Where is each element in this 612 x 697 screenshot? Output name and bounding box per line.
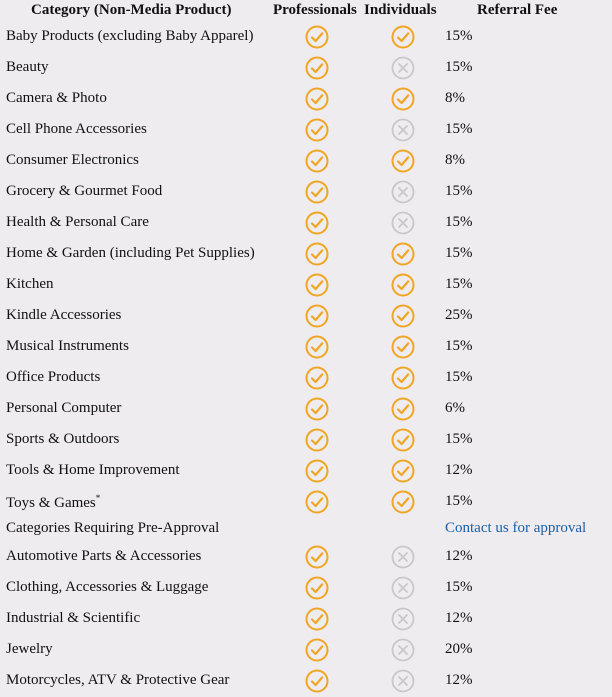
pre-approval-heading: Categories Requiring Pre-Approval — [6, 520, 220, 536]
check-circle-icon — [305, 242, 329, 266]
check-circle-icon — [305, 304, 329, 328]
x-circle-icon — [391, 56, 415, 80]
category-label: Automotive Parts & Accessories — [6, 548, 202, 564]
referral-fee: 15% — [445, 431, 473, 447]
category-name — [6, 152, 139, 169]
check-circle-icon — [305, 366, 329, 390]
header-professionals: Professionals — [273, 2, 357, 18]
check-circle-icon — [305, 118, 329, 142]
check-circle-icon — [305, 576, 329, 600]
table-header — [0, 0, 612, 22]
category-label: Personal Computer — [6, 400, 122, 416]
table-row — [0, 208, 612, 239]
category-label: Kindle Accessories — [6, 307, 122, 323]
check-circle-icon — [391, 304, 415, 328]
category-name — [6, 90, 107, 107]
check-circle-icon — [305, 459, 329, 483]
check-circle-icon — [305, 490, 329, 514]
header-individuals: Individuals — [364, 2, 437, 18]
check-circle-icon — [305, 25, 329, 49]
table-row — [0, 332, 612, 363]
check-circle-icon — [305, 669, 329, 693]
referral-fee: 15% — [445, 579, 473, 595]
table-row — [0, 394, 612, 425]
table-row — [0, 53, 612, 84]
category-label: Clothing, Accessories & Luggage — [6, 579, 209, 595]
referral-fee: 15% — [445, 59, 473, 75]
referral-fee: 12% — [445, 548, 473, 564]
referral-fee: 15% — [445, 493, 473, 509]
table-row — [0, 604, 612, 635]
referral-fee: 15% — [445, 183, 473, 199]
table-row — [0, 115, 612, 146]
referral-fee: 6% — [445, 400, 465, 416]
category-label: Grocery & Gourmet Food — [6, 183, 163, 199]
check-circle-icon — [305, 545, 329, 569]
table-row — [0, 270, 612, 301]
table-row — [0, 301, 612, 332]
category-name — [6, 400, 121, 417]
referral-fee: 12% — [445, 462, 473, 478]
x-circle-icon — [391, 638, 415, 662]
check-circle-icon — [391, 87, 415, 111]
referral-fee: 15% — [445, 369, 473, 385]
category-label: Tools & Home Improvement — [6, 462, 180, 478]
category-name — [6, 307, 121, 324]
table-row — [0, 456, 612, 487]
check-circle-icon — [305, 87, 329, 111]
category-name — [6, 462, 180, 479]
referral-fee: 15% — [445, 276, 473, 292]
referral-fee: 15% — [445, 121, 473, 137]
check-circle-icon — [305, 428, 329, 452]
category-label: Musical Instruments — [6, 338, 129, 354]
pre-approval-section-header — [0, 518, 612, 542]
contact-approval-link[interactable]: Contact us for approval — [445, 520, 587, 536]
referral-fee: 15% — [445, 214, 473, 230]
header-referral-fee: Referral Fee — [477, 2, 558, 18]
referral-fee: 12% — [445, 610, 473, 626]
referral-fee: 15% — [445, 28, 473, 44]
check-circle-icon — [391, 459, 415, 483]
category-name — [6, 183, 162, 200]
x-circle-icon — [391, 180, 415, 204]
table-row — [0, 363, 612, 394]
category-name — [6, 641, 53, 658]
referral-fee: 8% — [445, 152, 465, 168]
check-circle-icon — [391, 242, 415, 266]
check-circle-icon — [391, 335, 415, 359]
table-row — [0, 542, 612, 573]
referral-fee: 15% — [445, 338, 473, 354]
category-name — [6, 548, 201, 565]
table-row — [0, 573, 612, 604]
x-circle-icon — [391, 669, 415, 693]
check-circle-icon — [305, 273, 329, 297]
check-circle-icon — [391, 149, 415, 173]
check-circle-icon — [391, 428, 415, 452]
x-circle-icon — [391, 607, 415, 631]
category-label: Industrial & Scientific — [6, 610, 141, 626]
category-name — [6, 493, 100, 512]
check-circle-icon — [305, 56, 329, 80]
table-row — [0, 146, 612, 177]
check-circle-icon — [391, 366, 415, 390]
category-label: Kitchen — [6, 276, 54, 292]
category-name — [6, 610, 140, 627]
category-label: Jewelry — [6, 641, 53, 657]
check-circle-icon — [305, 149, 329, 173]
check-circle-icon — [391, 273, 415, 297]
category-label: Consumer Electronics — [6, 152, 139, 168]
category-label: Camera & Photo — [6, 90, 107, 106]
table-row — [0, 177, 612, 208]
category-label: Office Products — [6, 369, 101, 385]
category-label: Baby Products (excluding Baby Apparel) — [6, 28, 254, 44]
table-row — [0, 425, 612, 456]
x-circle-icon — [391, 118, 415, 142]
table-row — [0, 22, 612, 53]
category-name — [6, 579, 208, 596]
check-circle-icon — [305, 638, 329, 662]
check-circle-icon — [391, 490, 415, 514]
category-label: Toys & Games — [6, 495, 96, 511]
x-circle-icon — [391, 211, 415, 235]
category-table — [0, 22, 612, 697]
category-label: Beauty — [6, 59, 49, 75]
check-circle-icon — [391, 397, 415, 421]
category-label: Sports & Outdoors — [6, 431, 120, 447]
category-name — [6, 672, 229, 689]
x-circle-icon — [391, 545, 415, 569]
category-label: Cell Phone Accessories — [6, 121, 147, 137]
category-label: Motorcycles, ATV & Protective Gear — [6, 672, 230, 688]
x-circle-icon — [391, 576, 415, 600]
footnote-marker: * — [95, 493, 101, 503]
category-name — [6, 276, 53, 293]
check-circle-icon — [305, 397, 329, 421]
header-category: Category (Non-Media Product) — [31, 2, 232, 18]
table-row — [0, 635, 612, 666]
category-name — [6, 28, 253, 45]
table-row — [0, 239, 612, 270]
check-circle-icon — [305, 607, 329, 631]
category-name — [6, 338, 129, 355]
referral-fee: 8% — [445, 90, 465, 106]
category-label: Health & Personal Care — [6, 214, 149, 230]
category-label: Home & Garden (including Pet Supplies) — [6, 245, 255, 261]
table-row — [0, 666, 612, 697]
table-row — [0, 84, 612, 115]
category-name — [6, 431, 119, 448]
category-name — [6, 121, 147, 138]
table-row — [0, 487, 612, 518]
category-name — [6, 369, 100, 386]
referral-fee: 15% — [445, 245, 473, 261]
check-circle-icon — [305, 180, 329, 204]
referral-fee: 20% — [445, 641, 473, 657]
check-circle-icon — [305, 335, 329, 359]
category-name — [6, 59, 49, 76]
referral-fee: 25% — [445, 307, 473, 323]
check-circle-icon — [305, 211, 329, 235]
category-name — [6, 245, 255, 262]
check-circle-icon — [391, 25, 415, 49]
category-name — [6, 214, 149, 231]
referral-fee: 12% — [445, 672, 473, 688]
